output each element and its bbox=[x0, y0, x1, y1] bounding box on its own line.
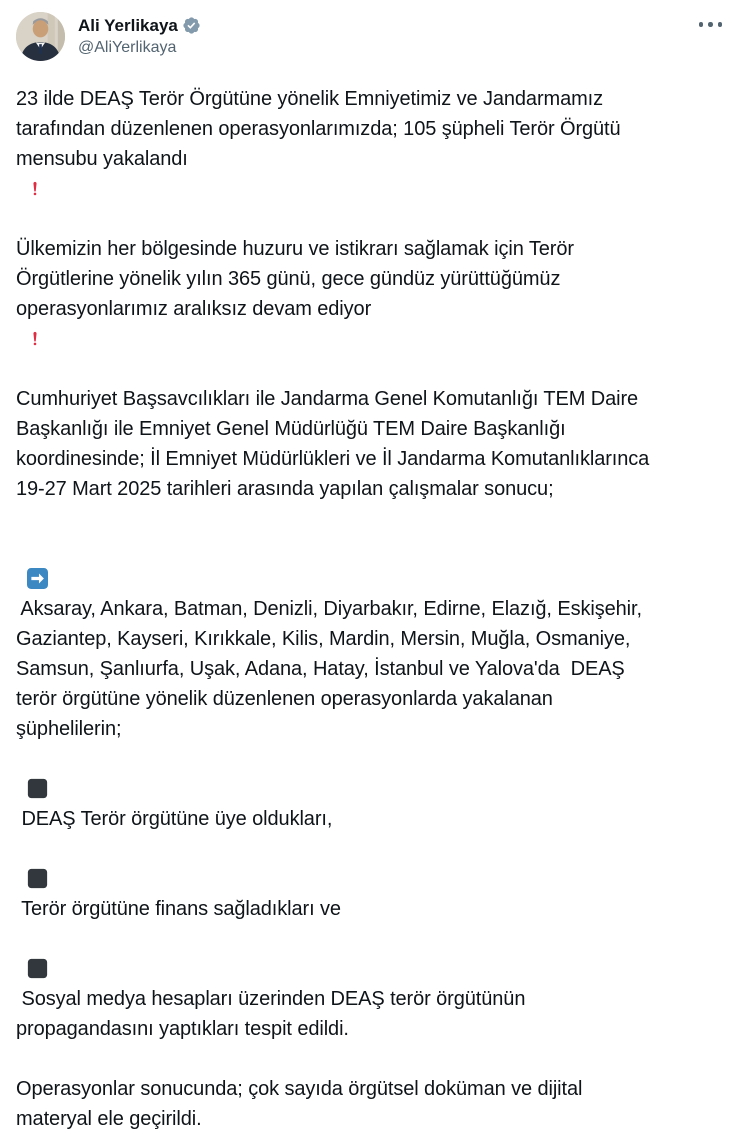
tweet-body-text bbox=[16, 84, 719, 1134]
tweet-paragraph bbox=[16, 84, 719, 204]
verified-badge-icon bbox=[182, 16, 201, 35]
tweet-text-line: Örgütlerine yönelik yılın 365 günü, gece gündüz yürüttüğümüz bbox=[16, 268, 561, 290]
red-exclamation-emoji bbox=[27, 328, 43, 349]
tweet-text-line: materyal ele geçirildi. bbox=[16, 1108, 202, 1130]
black-square-emoji bbox=[27, 958, 48, 979]
tweet-text-line: koordinesinde; İl Emniyet Müdürlükleri ve İl Jandarma Komutanlıklarınca bbox=[16, 448, 650, 470]
tweet-text-line: şüphelilerin; bbox=[16, 718, 122, 740]
more-dot bbox=[708, 22, 713, 27]
tweet-text-line: Gaziantep, Kayseri, Kırıkkale, Kilis, Mardin, Mersin, Muğla, Osmaniye, bbox=[16, 628, 631, 650]
tweet-text-line: 23 ilde DEAŞ Terör Örgütüne yönelik Emniyetimiz ve Jandarmamız bbox=[16, 88, 604, 110]
black-square-emoji bbox=[27, 868, 48, 889]
avatar-photo bbox=[16, 12, 65, 61]
tweet-text-line: Samsun, Şanlıurfa, Uşak, Adana, Hatay, İstanbul ve Yalova'da DEAŞ bbox=[16, 658, 625, 680]
black-square-emoji bbox=[27, 778, 48, 799]
tweet-text-line: Başkanlığı ile Emniyet Genel Müdürlüğü TEM Daire Başkanlığı bbox=[16, 418, 566, 440]
tweet-text-line: propagandasını yaptıkları tespit edildi. bbox=[16, 1018, 349, 1040]
more-options-button[interactable] bbox=[697, 20, 725, 29]
tweet-text-line: 19-27 Mart 2025 tarihleri arasında yapılan çalışmalar sonucu; bbox=[16, 478, 554, 500]
tweet-text-line: Terör örgütüne finans sağladıkları ve bbox=[16, 834, 719, 924]
more-dot bbox=[699, 22, 704, 27]
tweet-text-line: Operasyonlar sonucunda; çok sayıda örgütsel doküman ve dijital bbox=[16, 1078, 583, 1100]
right-arrow-emoji bbox=[27, 568, 48, 589]
tweet-header bbox=[16, 12, 719, 61]
tweet-paragraph bbox=[16, 234, 719, 354]
tweet-text-line: Aksaray, Ankara, Batman, Denizli, Diyarbakır, Edirne, Elazığ, Eskişehir, bbox=[16, 534, 719, 624]
tweet-text-line: terör örgütüne yönelik düzenlenen operasyonlarda yakalanan bbox=[16, 688, 553, 710]
author-name[interactable]: Ali Yerlikaya bbox=[78, 16, 178, 35]
tweet-paragraph bbox=[16, 534, 719, 1044]
author-block bbox=[78, 12, 201, 58]
red-exclamation-emoji bbox=[27, 178, 43, 199]
tweet-text-line: mensubu yakalandı bbox=[16, 144, 719, 204]
tweet-text-line: operasyonlarımız aralıksız devam ediyor bbox=[16, 294, 719, 354]
tweet-paragraph bbox=[16, 1074, 719, 1134]
author-handle[interactable]: @AliYerlikaya bbox=[78, 39, 177, 56]
tweet-text-line: Sosyal medya hesapları üzerinden DEAŞ terör örgütünün bbox=[16, 924, 719, 1014]
tweet-text-line: DEAŞ Terör örgütüne üye oldukları, bbox=[16, 744, 719, 834]
tweet-text-line: Cumhuriyet Başsavcılıkları ile Jandarma Genel Komutanlığı TEM Daire bbox=[16, 388, 639, 410]
tweet-paragraph bbox=[16, 384, 719, 504]
avatar[interactable] bbox=[16, 12, 65, 61]
more-dot bbox=[718, 22, 723, 27]
tweet-text-line: tarafından düzenlenen operasyonlarımızda; 105 şüpheli Terör Örgütü bbox=[16, 118, 621, 140]
tweet-text-line: Ülkemizin her bölgesinde huzuru ve istikrarı sağlamak için Terör bbox=[16, 238, 574, 260]
